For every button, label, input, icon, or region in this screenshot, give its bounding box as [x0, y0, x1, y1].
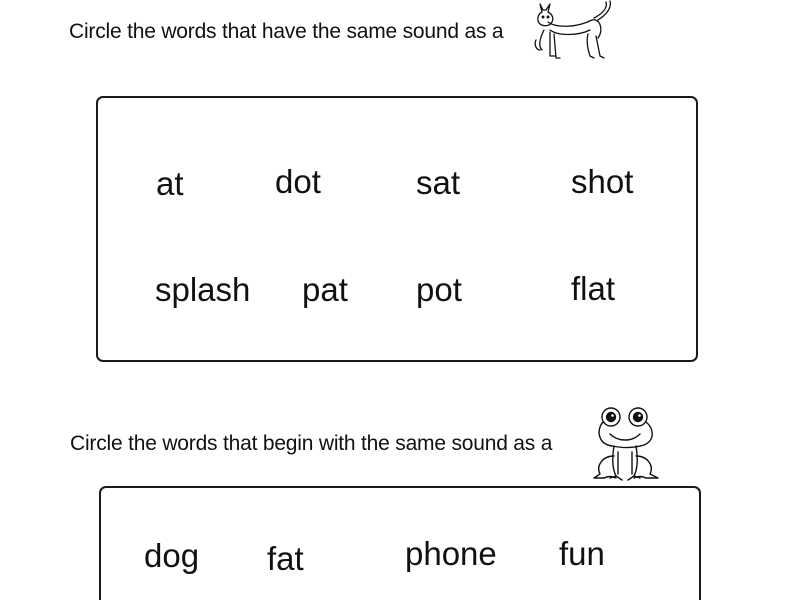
word-option[interactable]: pat [302, 271, 348, 308]
word-option[interactable]: dot [275, 163, 321, 200]
word-option[interactable]: fat [267, 540, 304, 577]
cat-icon [532, 0, 618, 64]
word-option[interactable]: sat [416, 164, 461, 201]
word-option[interactable]: splash [155, 271, 251, 308]
word-option[interactable]: at [156, 165, 184, 202]
word-option[interactable]: shot [571, 163, 634, 200]
frog-icon [592, 404, 662, 482]
word-option[interactable]: fun [559, 535, 605, 572]
word-option[interactable]: phone [405, 535, 497, 572]
word-option[interactable]: flat [571, 270, 616, 307]
word-option[interactable]: dog [144, 537, 200, 574]
word-box-1 [96, 96, 698, 362]
instruction-begin-sound: Circle the words that begin with the same sound as a [70, 432, 553, 455]
word-option[interactable]: pot [416, 271, 462, 308]
instruction-same-sound: Circle the words that have the same sound as a [69, 20, 504, 43]
